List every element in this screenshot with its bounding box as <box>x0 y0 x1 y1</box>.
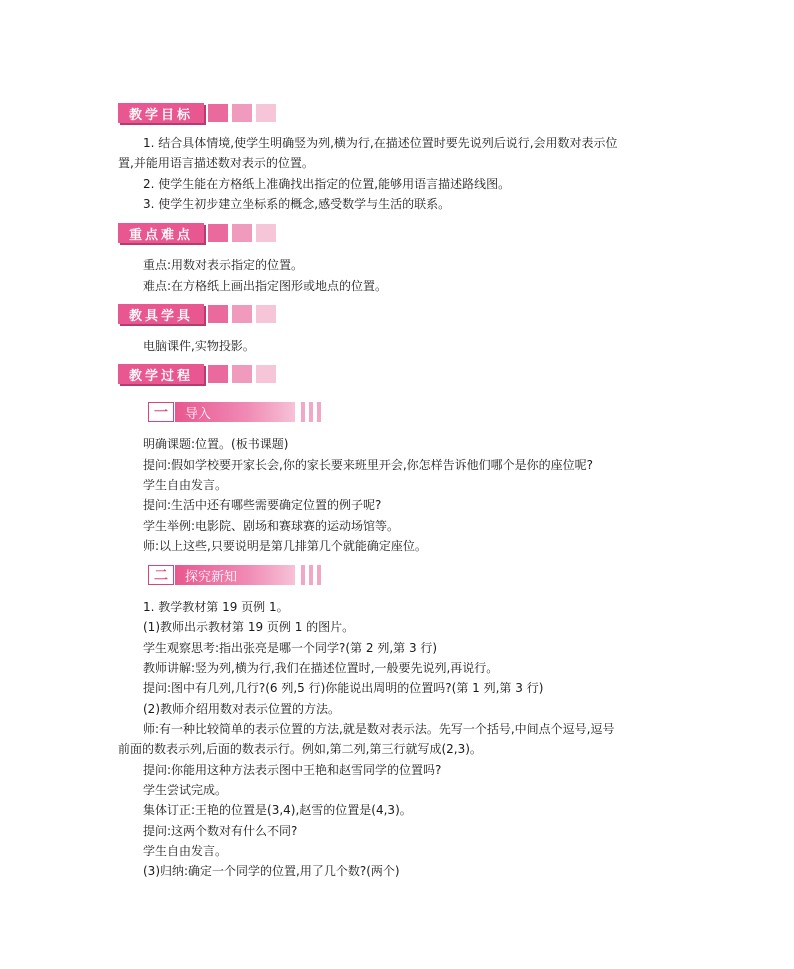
decor-square <box>208 365 228 383</box>
explore-line: 学生自由发言。 <box>143 844 228 858</box>
subsection-header-explore <box>148 565 321 585</box>
intro-line: 提问:生活中还有哪些需要确定位置的例子呢? <box>143 498 382 512</box>
explore-line: 1. 教学教材第 19 页例 1。 <box>143 600 289 614</box>
section-label: 教学过程 <box>118 364 204 384</box>
intro-line: 学生自由发言。 <box>143 478 228 492</box>
subsection-label: 探究新知 <box>175 565 295 585</box>
decor-square <box>256 104 276 122</box>
decor-square <box>256 305 276 323</box>
explore-line: (3)归纳:确定一个同学的位置,用了几个数?(两个) <box>143 864 400 878</box>
decor-square <box>208 305 228 323</box>
section-label: 重点难点 <box>118 223 204 243</box>
decor-square <box>232 224 252 242</box>
explore-line: 提问:这两个数对有什么不同? <box>143 824 298 838</box>
intro-line: 学生举例:电影院、剧场和赛球赛的运动场馆等。 <box>143 519 400 533</box>
section-label: 教具学具 <box>118 304 204 324</box>
decor-square <box>232 365 252 383</box>
explore-line: 提问:你能用这种方法表示图中王艳和赵雪同学的位置吗? <box>143 763 442 777</box>
subsection-header-intro <box>148 402 321 422</box>
explore-line: 学生观察思考:指出张亮是哪一个同学?(第 2 列,第 3 行) <box>143 641 438 655</box>
decor-square <box>232 305 252 323</box>
section-header-process <box>118 364 276 384</box>
goal-line: 1. 结合具体情境,使学生明确竖为列,横为行,在描述位置时要先说列后说行,会用数对表示位 <box>143 136 618 150</box>
explore-line: 集体订正:王艳的位置是(3,4),赵雪的位置是(4,3)。 <box>143 803 412 817</box>
decor-stripes <box>297 402 321 422</box>
intro-line: 提问:假如学校要开家长会,你的家长要来班里开会,你怎样告诉他们哪个是你的座位呢? <box>143 458 594 472</box>
intro-line: 明确课题:位置。(板书课题) <box>143 437 289 451</box>
keypoint-line: 重点:用数对表示指定的位置。 <box>143 258 304 272</box>
explore-line: (2)教师介绍用数对表示位置的方法。 <box>143 702 340 716</box>
subsection-label: 导入 <box>175 402 295 422</box>
section-header-keypoints <box>118 223 276 243</box>
decor-square <box>208 104 228 122</box>
section-header-goals <box>118 103 276 123</box>
decor-stripes <box>297 565 321 585</box>
explore-line: 师:有一种比较简单的表示位置的方法,就是数对表示法。先写一个括号,中间点个逗号,逗号 <box>143 722 615 736</box>
subsection-number: 二 <box>148 565 174 585</box>
subsection-number: 一 <box>148 402 174 422</box>
explore-line: 前面的数表示列,后面的数表示行。例如,第二列,第三行就写成(2,3)。 <box>118 742 482 756</box>
decor-square <box>256 224 276 242</box>
section-header-tools <box>118 304 276 324</box>
explore-line: 提问:图中有几列,几行?(6 列,5 行)你能说出周明的位置吗?(第 1 列,第 3 行) <box>143 681 544 695</box>
goal-line: 2. 使学生能在方格纸上准确找出指定的位置,能够用语言描述路线图。 <box>143 177 511 191</box>
tools-line: 电脑课件,实物投影。 <box>143 339 255 353</box>
explore-line: 学生尝试完成。 <box>143 783 228 797</box>
explore-line: 教师讲解:竖为列,横为行,我们在描述位置时,一般要先说列,再说行。 <box>143 661 499 675</box>
decor-square <box>208 224 228 242</box>
goal-line: 3. 使学生初步建立坐标系的概念,感受数学与生活的联系。 <box>143 197 451 211</box>
section-label: 教学目标 <box>118 103 204 123</box>
decor-square <box>232 104 252 122</box>
keypoint-line: 难点:在方格纸上画出指定图形或地点的位置。 <box>143 279 388 293</box>
goal-line: 置,并能用语言描述数对表示的位置。 <box>118 156 314 170</box>
explore-line: (1)教师出示教材第 19 页例 1 的图片。 <box>143 620 355 634</box>
intro-line: 师:以上这些,只要说明是第几排第几个就能确定座位。 <box>143 539 427 553</box>
decor-square <box>256 365 276 383</box>
